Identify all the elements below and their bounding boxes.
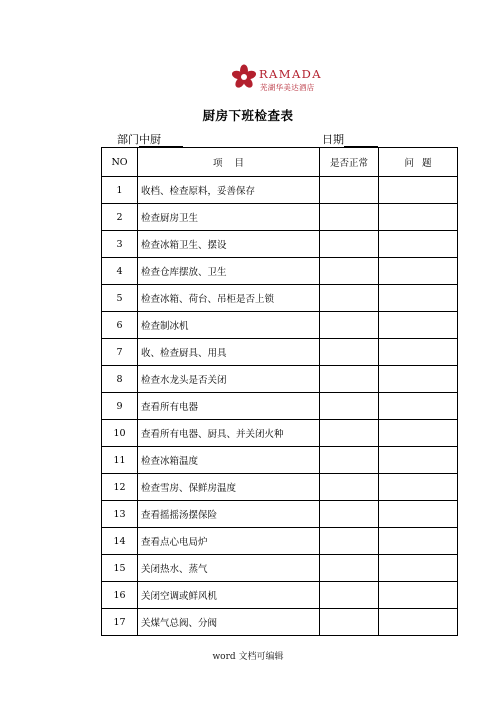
- row-ok-cell[interactable]: [320, 582, 379, 609]
- table-row: [102, 609, 458, 636]
- date-label: 日期: [322, 133, 344, 146]
- row-ok-cell[interactable]: [320, 177, 379, 204]
- department-value: 中厨: [139, 134, 183, 147]
- row-item: 关闭空调或鲜风机: [138, 582, 320, 609]
- row-number: 2: [102, 204, 138, 231]
- row-number: 12: [102, 474, 138, 501]
- row-issue-cell[interactable]: [379, 582, 458, 609]
- row-number: 3: [102, 231, 138, 258]
- table-row: [102, 285, 458, 312]
- row-number: 9: [102, 393, 138, 420]
- row-item: 关闭热水、蒸气: [138, 555, 320, 582]
- row-issue-cell[interactable]: [379, 366, 458, 393]
- row-item: 检查厨房卫生: [138, 204, 320, 231]
- row-issue-cell[interactable]: [379, 528, 458, 555]
- row-issue-cell[interactable]: [379, 258, 458, 285]
- department-field: [117, 131, 183, 147]
- row-number: 15: [102, 555, 138, 582]
- row-ok-cell[interactable]: [320, 393, 379, 420]
- table-row: [102, 204, 458, 231]
- row-item: 检查冰箱卫生、摆设: [138, 231, 320, 258]
- row-item: 检查制冰机: [138, 312, 320, 339]
- row-item: 收档、检查原料，妥善保存: [138, 177, 320, 204]
- row-item: 查看摇摇汤摆保险: [138, 501, 320, 528]
- page-title: 厨房下班检查表: [202, 108, 294, 123]
- row-ok-cell[interactable]: [320, 609, 379, 636]
- header-issue: 问题: [379, 148, 458, 177]
- row-issue-cell[interactable]: [379, 393, 458, 420]
- row-item: 查看所有电器: [138, 393, 320, 420]
- table-header-row: [102, 148, 458, 177]
- row-item: 查看点心电局炉: [138, 528, 320, 555]
- row-number: 13: [102, 501, 138, 528]
- table-row: [102, 339, 458, 366]
- row-number: 11: [102, 447, 138, 474]
- row-number: 10: [102, 420, 138, 447]
- row-item: 检查冰箱温度: [138, 447, 320, 474]
- row-issue-cell[interactable]: [379, 501, 458, 528]
- row-issue-cell[interactable]: [379, 447, 458, 474]
- row-ok-cell[interactable]: [320, 204, 379, 231]
- row-number: 7: [102, 339, 138, 366]
- table-row: [102, 501, 458, 528]
- row-item: 检查冰箱、荷台、吊柜是否上锁: [138, 285, 320, 312]
- row-issue-cell[interactable]: [379, 204, 458, 231]
- header-item: 项目: [138, 148, 320, 177]
- table-row: [102, 555, 458, 582]
- row-issue-cell[interactable]: [379, 231, 458, 258]
- row-item: 检查水龙头是否关闭: [138, 366, 320, 393]
- row-item: 关煤气总阀、分阀: [138, 609, 320, 636]
- ramada-flower-icon: [232, 64, 256, 90]
- date-value: [344, 134, 378, 147]
- row-issue-cell[interactable]: [379, 339, 458, 366]
- row-issue-cell[interactable]: [379, 420, 458, 447]
- row-number: 16: [102, 582, 138, 609]
- table-row: [102, 312, 458, 339]
- row-ok-cell[interactable]: [320, 501, 379, 528]
- footer-note: word 文档可编辑: [212, 652, 284, 662]
- row-ok-cell[interactable]: [320, 231, 379, 258]
- row-ok-cell[interactable]: [320, 312, 379, 339]
- row-issue-cell[interactable]: [379, 555, 458, 582]
- row-issue-cell[interactable]: [379, 285, 458, 312]
- date-field: [322, 131, 378, 147]
- table-row: [102, 366, 458, 393]
- table-row: [102, 258, 458, 285]
- row-ok-cell[interactable]: [320, 474, 379, 501]
- department-label: 部门: [117, 133, 139, 146]
- row-issue-cell[interactable]: [379, 474, 458, 501]
- header-no: NO: [102, 148, 138, 177]
- row-ok-cell[interactable]: [320, 447, 379, 474]
- logo-hotel-name: 芜湖华美达酒店: [260, 83, 315, 92]
- row-number: 17: [102, 609, 138, 636]
- row-item: 查看所有电器、厨具、并关闭火种: [138, 420, 320, 447]
- row-ok-cell[interactable]: [320, 258, 379, 285]
- row-ok-cell[interactable]: [320, 339, 379, 366]
- row-item: 检查仓库摆放、卫生: [138, 258, 320, 285]
- row-number: 4: [102, 258, 138, 285]
- row-number: 6: [102, 312, 138, 339]
- row-issue-cell[interactable]: [379, 609, 458, 636]
- header-ok: 是否正常: [320, 148, 379, 177]
- table-row: [102, 231, 458, 258]
- table-row: [102, 528, 458, 555]
- table-row: [102, 447, 458, 474]
- row-issue-cell[interactable]: [379, 177, 458, 204]
- table-row: [102, 474, 458, 501]
- checklist-rows: [102, 177, 458, 636]
- row-number: 1: [102, 177, 138, 204]
- row-ok-cell[interactable]: [320, 420, 379, 447]
- row-ok-cell[interactable]: [320, 285, 379, 312]
- table-row: [102, 177, 458, 204]
- row-item: 收、检查厨具、用具: [138, 339, 320, 366]
- checklist-table: [101, 147, 458, 636]
- row-number: 5: [102, 285, 138, 312]
- row-ok-cell[interactable]: [320, 555, 379, 582]
- row-item: 检查雪房、保鲜房温度: [138, 474, 320, 501]
- ramada-logo: [232, 64, 328, 94]
- row-number: 14: [102, 528, 138, 555]
- logo-brand-name: RAMADA: [259, 67, 322, 81]
- row-number: 8: [102, 366, 138, 393]
- table-row: [102, 582, 458, 609]
- row-ok-cell[interactable]: [320, 366, 379, 393]
- row-ok-cell[interactable]: [320, 528, 379, 555]
- table-row: [102, 393, 458, 420]
- table-row: [102, 420, 458, 447]
- row-issue-cell[interactable]: [379, 312, 458, 339]
